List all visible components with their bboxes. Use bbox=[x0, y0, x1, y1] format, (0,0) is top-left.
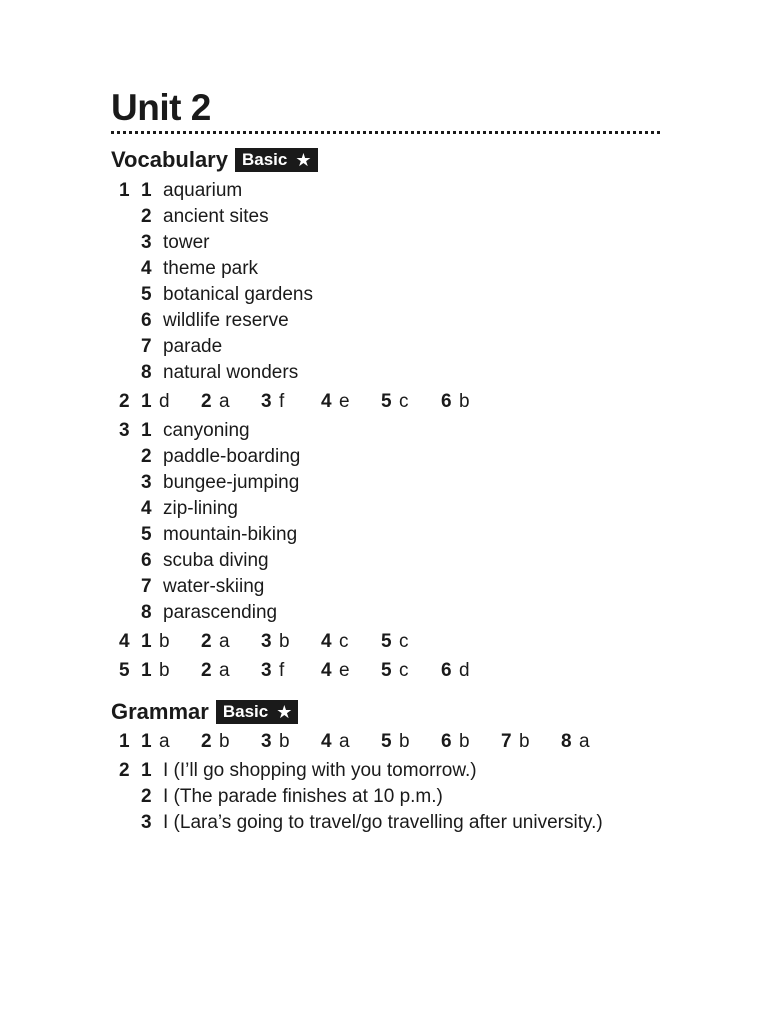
item-number: 5 bbox=[381, 391, 392, 412]
item-answer: b bbox=[519, 731, 530, 752]
item-number: 2 bbox=[141, 786, 152, 807]
item-answer: wildlife reserve bbox=[163, 310, 289, 331]
grammar-exercise-1 bbox=[111, 729, 663, 755]
list-item bbox=[111, 574, 663, 600]
vocab-exercise-5 bbox=[111, 658, 663, 684]
item-number: 1 bbox=[141, 660, 152, 681]
item-answer: f bbox=[279, 391, 285, 412]
item-answer: a bbox=[219, 631, 230, 652]
item-answer: b bbox=[219, 731, 230, 752]
item-answer: aquarium bbox=[163, 180, 243, 201]
answer-key-page bbox=[111, 88, 663, 836]
item-answer: scuba diving bbox=[163, 550, 269, 571]
item-number: 3 bbox=[141, 812, 152, 833]
item-number: 7 bbox=[141, 576, 152, 597]
item-answer: I (The parade finishes at 10 p.m.) bbox=[163, 786, 443, 807]
item-answer: ancient sites bbox=[163, 206, 269, 227]
vocab-exercise-1 bbox=[111, 178, 663, 386]
vocabulary-heading-row bbox=[111, 146, 663, 174]
exercise-number: 5 bbox=[119, 660, 130, 681]
exercise-number: 1 bbox=[119, 180, 130, 201]
list-item bbox=[111, 470, 663, 496]
item-number: 1 bbox=[141, 631, 152, 652]
item-answer: b bbox=[459, 731, 470, 752]
item-number: 6 bbox=[141, 550, 152, 571]
list-item bbox=[111, 758, 663, 784]
item-answer: zip-lining bbox=[163, 498, 238, 519]
item-number: 4 bbox=[321, 631, 332, 652]
item-answer: natural wonders bbox=[163, 362, 299, 383]
item-number: 2 bbox=[201, 731, 212, 752]
list-item bbox=[111, 496, 663, 522]
vocab-exercise-3 bbox=[111, 418, 663, 626]
item-answer: botanical gardens bbox=[163, 284, 313, 305]
item-answer: a bbox=[219, 391, 230, 412]
item-answer: e bbox=[339, 391, 350, 412]
item-answer: water-skiing bbox=[163, 576, 265, 597]
item-answer: a bbox=[339, 731, 350, 752]
vocabulary-heading: Vocabulary bbox=[111, 147, 228, 172]
item-number: 5 bbox=[381, 660, 392, 681]
item-answer: e bbox=[339, 660, 350, 681]
exercise-number: 2 bbox=[119, 391, 130, 412]
item-number: 6 bbox=[441, 660, 452, 681]
item-number: 1 bbox=[141, 180, 152, 201]
item-answer: b bbox=[399, 731, 410, 752]
list-item bbox=[111, 600, 663, 626]
item-number: 1 bbox=[141, 420, 152, 441]
list-item bbox=[111, 548, 663, 574]
item-answer: d bbox=[159, 391, 170, 412]
unit-title: Unit 2 bbox=[111, 87, 211, 128]
item-number: 8 bbox=[561, 731, 572, 752]
badge-label: Basic bbox=[222, 702, 269, 721]
item-number: 3 bbox=[261, 631, 272, 652]
item-number: 6 bbox=[441, 731, 452, 752]
item-number: 1 bbox=[141, 731, 152, 752]
item-answer: I (Lara’s going to travel/go travelling after university.) bbox=[163, 812, 603, 833]
item-answer: a bbox=[579, 731, 590, 752]
list-item bbox=[111, 178, 663, 204]
item-number: 6 bbox=[141, 310, 152, 331]
list-item bbox=[111, 204, 663, 230]
list-item bbox=[111, 308, 663, 334]
item-answer: paddle-boarding bbox=[163, 446, 301, 467]
star-icon: ★ bbox=[295, 150, 312, 170]
item-answer: d bbox=[459, 660, 470, 681]
item-number: 5 bbox=[381, 631, 392, 652]
item-number: 3 bbox=[261, 660, 272, 681]
item-number: 8 bbox=[141, 362, 152, 383]
item-answer: c bbox=[399, 660, 409, 681]
star-icon: ★ bbox=[276, 702, 293, 722]
vocab-exercise-2 bbox=[111, 389, 663, 415]
exercise-number: 3 bbox=[119, 420, 130, 441]
item-answer: a bbox=[159, 731, 170, 752]
item-number: 3 bbox=[261, 391, 272, 412]
item-number: 7 bbox=[501, 731, 512, 752]
item-answer: tower bbox=[163, 232, 210, 253]
level-badge bbox=[216, 700, 299, 724]
item-answer: b bbox=[279, 631, 290, 652]
item-number: 5 bbox=[141, 524, 152, 545]
grammar-heading-row bbox=[111, 698, 663, 726]
item-number: 5 bbox=[141, 284, 152, 305]
item-number: 4 bbox=[321, 391, 332, 412]
level-badge bbox=[235, 148, 318, 172]
item-answer: I (I’ll go shopping with you tomorrow.) bbox=[163, 760, 477, 781]
item-answer: parascending bbox=[163, 602, 278, 623]
item-answer: bungee-jumping bbox=[163, 472, 300, 493]
list-item bbox=[111, 282, 663, 308]
item-number: 4 bbox=[141, 498, 152, 519]
list-item bbox=[111, 784, 663, 810]
dotted-divider bbox=[111, 131, 660, 134]
exercise-number: 1 bbox=[119, 731, 130, 752]
item-number: 4 bbox=[321, 660, 332, 681]
list-item bbox=[111, 256, 663, 282]
item-number: 1 bbox=[141, 760, 152, 781]
list-item bbox=[111, 444, 663, 470]
item-answer: a bbox=[219, 660, 230, 681]
item-number: 4 bbox=[141, 258, 152, 279]
item-answer: b bbox=[159, 660, 170, 681]
exercise-number: 4 bbox=[119, 631, 130, 652]
item-answer: theme park bbox=[163, 258, 259, 279]
item-number: 3 bbox=[141, 472, 152, 493]
item-answer: mountain-biking bbox=[163, 524, 298, 545]
item-answer: c bbox=[399, 391, 409, 412]
item-answer: c bbox=[339, 631, 349, 652]
vocab-exercise-4 bbox=[111, 629, 663, 655]
list-item bbox=[111, 334, 663, 360]
item-answer: b bbox=[159, 631, 170, 652]
item-number: 2 bbox=[141, 446, 152, 467]
list-item bbox=[111, 418, 663, 444]
item-number: 1 bbox=[141, 391, 152, 412]
item-number: 2 bbox=[201, 660, 212, 681]
grammar-heading: Grammar bbox=[111, 699, 209, 724]
item-answer: parade bbox=[163, 336, 223, 357]
badge-label: Basic bbox=[241, 150, 288, 169]
item-answer: b bbox=[279, 731, 290, 752]
item-number: 3 bbox=[141, 232, 152, 253]
item-number: 2 bbox=[201, 631, 212, 652]
list-item bbox=[111, 360, 663, 386]
item-number: 5 bbox=[381, 731, 392, 752]
item-number: 8 bbox=[141, 602, 152, 623]
item-number: 7 bbox=[141, 336, 152, 357]
item-number: 6 bbox=[441, 391, 452, 412]
list-item bbox=[111, 810, 663, 836]
item-number: 3 bbox=[261, 731, 272, 752]
item-number: 2 bbox=[201, 391, 212, 412]
item-number: 4 bbox=[321, 731, 332, 752]
item-answer: b bbox=[459, 391, 470, 412]
list-item bbox=[111, 522, 663, 548]
item-answer: f bbox=[279, 660, 285, 681]
item-number: 2 bbox=[141, 206, 152, 227]
list-item bbox=[111, 230, 663, 256]
exercise-number: 2 bbox=[119, 760, 130, 781]
grammar-exercise-2 bbox=[111, 758, 663, 836]
item-answer: c bbox=[399, 631, 409, 652]
item-answer: canyoning bbox=[163, 420, 250, 441]
